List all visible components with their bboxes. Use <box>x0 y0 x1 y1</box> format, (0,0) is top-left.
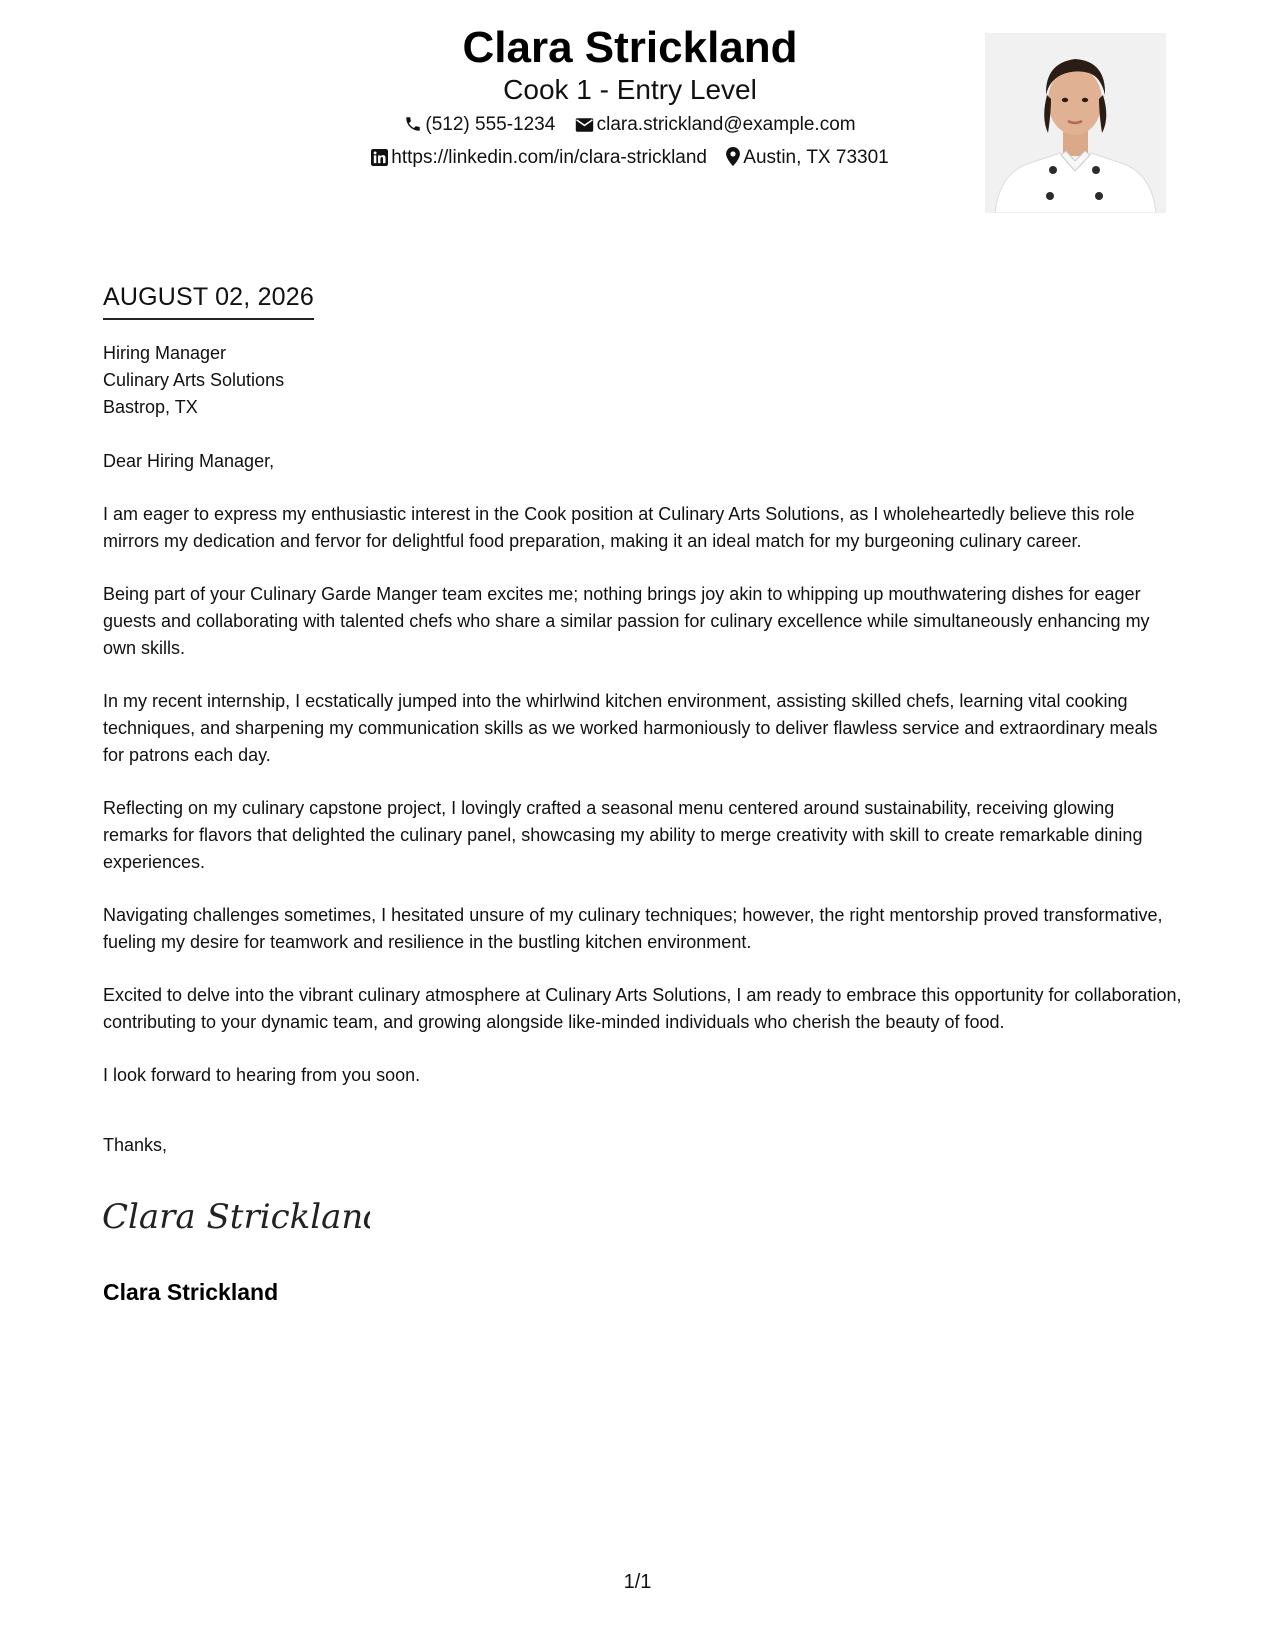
recipient-location: Bastrop, TX <box>103 397 198 417</box>
map-pin-icon <box>726 147 740 174</box>
letter-date: AUGUST 02, 2026 <box>103 280 314 320</box>
paragraph-1: I am eager to express my enthusiastic interest in the Cook position at Culinary Arts Solutions, as I wholeheartedly believe this role mirrors my dedication and fervor for delightful food preparation, making it an ideal match for my burgeoning culinary career. <box>103 504 1135 551</box>
salutation: Dear Hiring Manager, <box>103 451 275 471</box>
recipient-title: Hiring Manager <box>103 343 227 363</box>
linkedin-url: https://linkedin.com/in/clara-strickland <box>391 147 708 168</box>
paragraph-4: Reflecting on my culinary capstone project, I lovingly crafted a seasonal menu centered around sustainability, receiving glowing remarks for flavors that delighted the culinary panel, showcasing my ability to merge creativity with skill to create remarkable dining experiences. <box>103 798 1143 872</box>
phone-contact[interactable] <box>404 112 555 141</box>
applicant-name: Clara Strickland <box>462 23 798 72</box>
signer-name: Clara Strickland <box>103 1279 279 1305</box>
envelope-icon <box>575 115 594 141</box>
page-number: 1/1 <box>623 1571 652 1593</box>
paragraph-5: Navigating challenges sometimes, I hesitated unsure of my culinary techniques; however, the right mentorship proved transformative, fueling my desire for teamwork and resilience in the bustling kitchen environment. <box>103 905 1163 952</box>
closing: Thanks, <box>103 1135 168 1155</box>
phone-icon <box>404 115 422 141</box>
recipient-block <box>103 340 284 421</box>
location-contact <box>726 145 888 174</box>
signature-text: Clara Strickland <box>102 1197 370 1237</box>
paragraph-2: Being part of your Culinary Garde Manger team excites me; nothing brings joy akin to whipping up mouthwatering dishes for eager guests and collaborating with talented chefs who share a similar passion for culinary excellence while simultaneously enhancing my own skills. <box>103 584 1150 658</box>
letter-body <box>103 448 1183 1115</box>
paragraph-6: Excited to delve into the vibrant culinary atmosphere at Culinary Arts Solutions, I am ready to embrace this opportunity for collaboration, contributing to your dynamic team, and growing alongside like-minded individuals who cherish the beauty of food. <box>103 985 1182 1032</box>
signature-image <box>100 1190 370 1242</box>
phone-number: (512) 555-1234 <box>425 114 556 135</box>
paragraph-7: I look forward to hearing from you soon. <box>103 1065 421 1085</box>
linkedin-contact[interactable] <box>371 145 707 174</box>
email-address: clara.strickland@example.com <box>596 114 856 135</box>
paragraph-3: In my recent internship, I ecstatically jumped into the whirlwind kitchen environment, assisting skilled chefs, learning vital cooking techniques, and sharpening my communication skills as we worked harmoniously to deliver flawless service and extraordinary meals for patrons each day. <box>103 691 1158 765</box>
profile-photo <box>985 33 1166 213</box>
email-contact[interactable] <box>575 112 856 141</box>
job-title: Cook 1 - Entry Level <box>503 74 757 105</box>
header <box>0 0 1275 230</box>
linkedin-icon <box>371 148 388 174</box>
location-text: Austin, TX 73301 <box>743 147 889 168</box>
recipient-company: Culinary Arts Solutions <box>103 370 285 390</box>
